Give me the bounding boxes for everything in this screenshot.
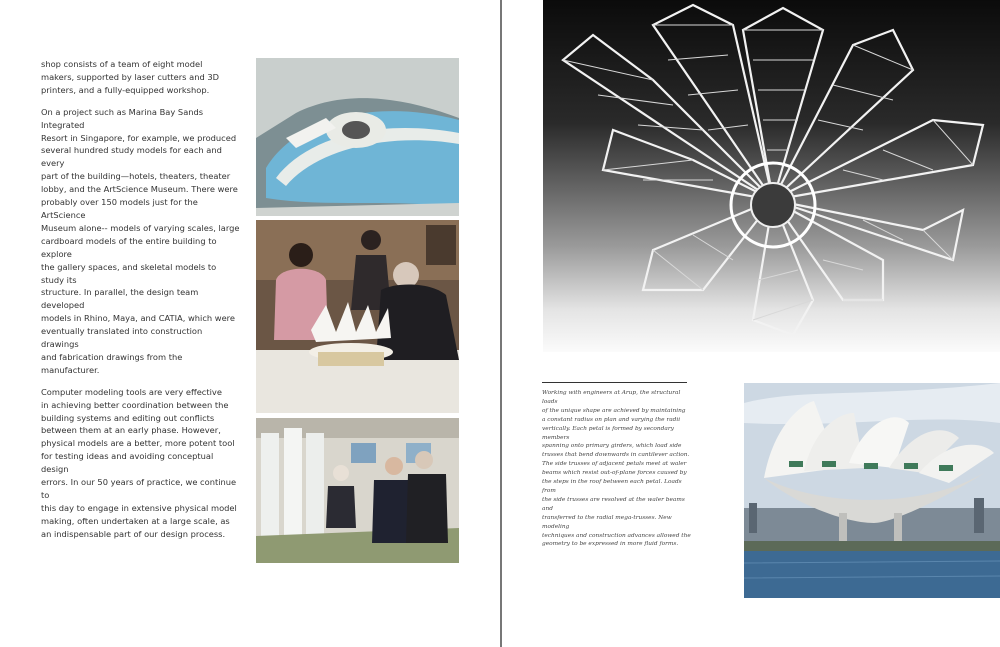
model-review-photo	[256, 220, 459, 413]
artscience-museum-photo	[744, 383, 1000, 598]
site-model-photo	[256, 58, 459, 216]
structural-caption: Working with engineers at Arup, the structural loads of the unique shape are achieved by maintaining a constant radius on plan and varying the radii vertically. Each petal is formed by secondary members spanning onto primary girders, which load side trusses that bend downwards in cantilever action. The side trusses of adjacent petals meet at waler beams which resist out-of-plane forces caused by the steps in the roof between each petal. Loads from the side trusses are resolved at the waler beams and transferred to the radial mega-trusses. New modeling techniques and construction advances allowed the geometry to be expressed in more fluid forms.	[542, 390, 691, 548]
body-text-column	[41, 58, 241, 550]
paragraph-2: On a project such as Marina Bay Sands Integrated Resort in Singapore, for example, we produced several hundred study models for each and every part of the building—hotels, theaters, theater lobby, and the ArtScience Museum. There were probably over 150 models just for the ArtScience Museum alone-- models of varying scales, large cardboard models of the entire building to explore the gallery spaces, and skeletal models to study its structure. In parallel, the design team developed models in Rhino, Maya, and CATIA, which were eventually translated into construction drawings and fabrication drawings from the manufacturer.	[41, 106, 240, 375]
paragraph-3: Computer modeling tools are very effective in achieving better coordination between the building systems and editing out conflicts between them at an early phase. However, physical models are a better, more potent tool for testing ideas and avoiding conceptual design errors. In our 50 years of practice, we continue to this day to engage in extensive physical model making, often undertaken at a large scale, as an indispensable part of our design process.	[41, 386, 237, 539]
tower-model-photo	[256, 418, 459, 563]
paragraph-1: shop consists of a team of eight model makers, supported by laser cutters and 3D printers, and a fully-equipped workshop.	[41, 59, 220, 95]
skeletal-model-photo	[543, 0, 1000, 352]
caption-rule	[542, 382, 687, 383]
